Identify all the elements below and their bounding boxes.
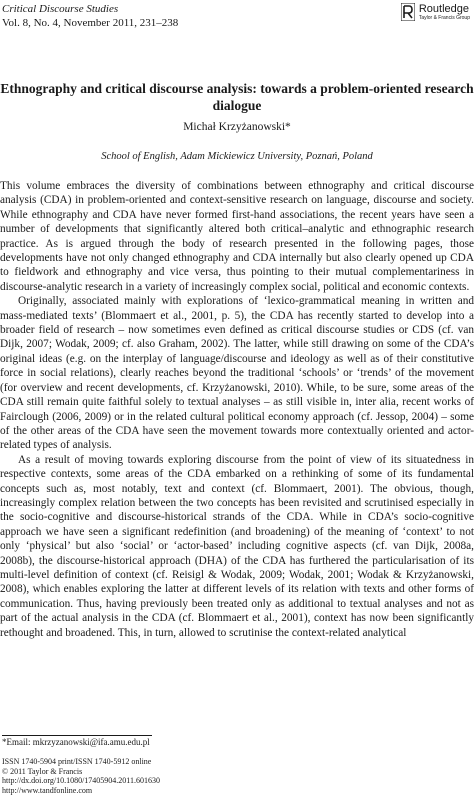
publisher-name: Routledge [418, 3, 470, 15]
publication-metadata [2, 757, 160, 795]
website-link[interactable]: http://www.tandfonline.com [2, 785, 93, 795]
copyright-line: © 2011 Taylor & Francis [2, 766, 83, 776]
article-title: Ethnography and critical discourse analysis: towards a problem-oriented research dialogue [0, 81, 474, 113]
routledge-logo-icon [401, 3, 415, 21]
footnote-divider [2, 735, 152, 736]
body-paragraph-2: Originally, associated mainly with explorations of ‘lexico-grammatical meaning in written and mass-mediated texts’ (Blommaert et al., 2001, p. 5), the CDA has recently started to develop into a broader field of research – now sometimes even defined as critical discourse studies or CDS (cf. van Dijk, 2007; Wodak, 2009; cf. also Graham, 2002). The latter, while still drawing on some of the CDA’s original ideas (e.g. on the interplay of language/discourse and ideology as well as of their constitutive force in social relations), clearly reaches beyond the traditional ‘schools’ or ‘trends’ of the movement (for overview and recent developments, cf. Krzyżanowski, 2010). While, to be sure, some areas of the CDA still remain quite faithful solely to textual analyses – as still visible in, inter alia, recent works of Fairclough (2006, 2009) or in the related cultural political economy approach (cf. Jessop, 2004) – some of the other areas of the CDA have seen the movement towards more contextually oriented and actor-related types of analysis. [0, 295, 474, 452]
author-email-footnote: *Email: mkrzyzanowski@ifa.amu.edu.pl [2, 737, 150, 747]
issn-line: ISSN 1740-5904 print/ISSN 1740-5912 online [2, 757, 152, 766]
article-body [0, 179, 474, 640]
author-affiliation: School of English, Adam Mickiewicz University, Poznań, Poland [101, 151, 373, 162]
body-paragraph-1: This volume embraces the diversity of combinations between ethnography and critical discourse analysis (CDA) in problem-oriented and context-sensitive research on language, discourse and society. While ethnography and CDA have never formed first-hand associations, the recent years have seen a number of developments that significantly altered both critical–analytic and ethnographic research practice. As is argued through the body of research presented in the following pages, those developments have not only changed ethnography and CDA internally but also clearly opened up CDA to fieldwork and ethnography and vice versa, thus pointing to their mutual complementariness in discourse-analytic research in a variety of increasingly complex social, political and economic contexts. [0, 180, 474, 293]
article-author: Michał Krzyżanowski* [183, 121, 291, 133]
publisher-subtitle: Taylor & Francis Group [418, 15, 470, 21]
journal-header [2, 2, 178, 30]
journal-volume: Vol. 8, No. 4, November 2011, 231–238 [2, 17, 179, 29]
publisher-text [419, 3, 470, 21]
body-paragraph-3: As a result of moving towards exploring discourse from the point of view of its situatedness in respective contexts, some areas of the CDA embarked on a rethinking of some of its fundamental concepts such as, most notably, text and context (cf. Blommaert, 2001). The obvious, though, increasingly complex relation between the two concepts has been revisited and scrutinised especially in the socio-cognitive and discourse-historical strands of the CDA. While in CDA’s socio-cognitive approach we have seen a significant redefinition (and broadening) of the meaning of ‘context’ to not only ‘physical’ but also ‘social’ or ‘actor-based’ including cognitive aspects (cf. van Dijk, 2008a, 2008b), the discourse-historical approach (DHA) of the CDA has furthered the particularisation of its multi-level definition of context (cf. Reisigl & Wodak, 2009; Wodak, 2001; Wodak & Krzyżanowski, 2008), which enables exploring the latter at different levels of its relation with texts and other forms of communication. Thus, having previously been treated only as additional to textual analyses and not as part of the actual analysis in the CDA (cf. Blommaert et al., 2001), context has now been significantly rethought and broadened. This, in turn, allowed to scrutinise the context-related analytical [0, 453, 474, 639]
publisher-block [401, 3, 470, 21]
journal-name: Critical Discourse Studies [2, 3, 119, 15]
doi-link[interactable]: http://dx.doi.org/10.1080/17405904.2011.601630 [2, 776, 161, 785]
